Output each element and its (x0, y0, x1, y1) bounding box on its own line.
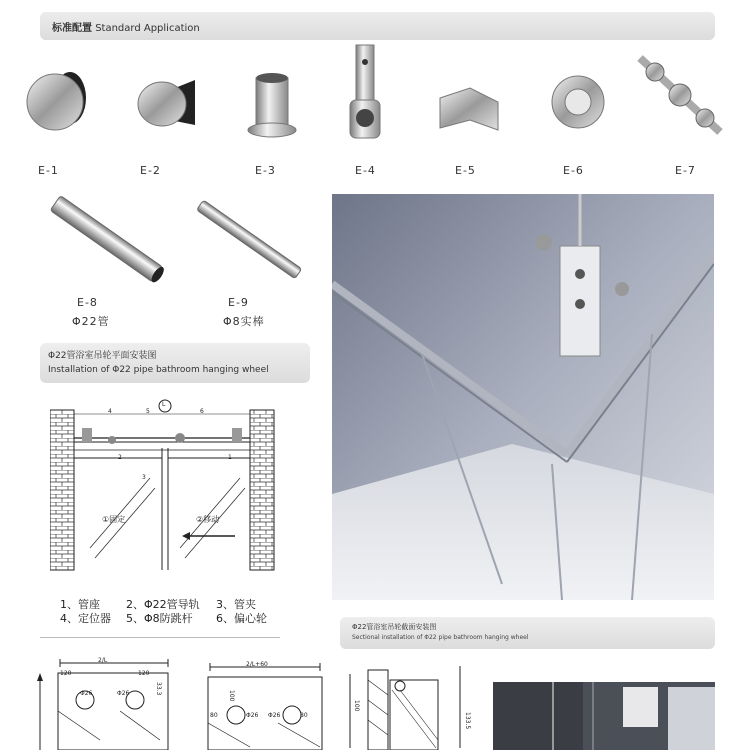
part-code: E-4 (355, 164, 376, 177)
section-title-cn: Φ22管浴室吊轮截面安装图 (352, 623, 437, 631)
dim-left-d1: Φ26 (80, 690, 93, 697)
dim-mid-s1: 80 (210, 712, 218, 719)
dim-right-h1: 100 (353, 700, 360, 712)
plan-title-cn: Φ22管浴室吊轮平面安装图 (48, 351, 157, 361)
dim-mid-s2: 80 (300, 712, 308, 719)
part-e1-image (27, 72, 86, 130)
dim-left-h: 33.3 (155, 682, 162, 696)
callout-1: 1 (228, 454, 232, 461)
pipe-desc: Φ8实棒 (223, 315, 265, 328)
divider (40, 637, 280, 638)
moving-label: ②移动 (196, 515, 220, 524)
dim-drawing-right (340, 660, 480, 750)
legend-item: 1、管座 (60, 598, 100, 611)
part-code: E-6 (563, 164, 584, 177)
dim-left-top: 2/L (98, 657, 108, 664)
parts-row (0, 40, 750, 170)
part-code: E-3 (255, 164, 276, 177)
dim-mid-d2: Φ26 (268, 712, 281, 719)
callout-3: 3 (142, 474, 146, 481)
bathroom-photo (493, 682, 715, 750)
plan-drawing (50, 398, 275, 573)
legend-item: 6、偏心轮 (216, 612, 267, 625)
callout-2: 2 (118, 454, 122, 461)
dim-drawing-left (30, 655, 180, 750)
pipes-image (40, 195, 310, 290)
pipe-desc: Φ22管 (72, 315, 110, 328)
dim-left-b: 120 (138, 670, 150, 677)
part-code: E-1 (38, 164, 59, 177)
pipe-code: E-9 (228, 296, 249, 309)
dim-left-a: 120 (60, 670, 72, 677)
plan-circle-label: L (162, 401, 166, 408)
part-e6-image (552, 76, 604, 128)
dim-mid-h: 100 (228, 690, 235, 702)
callout-5: 5 (146, 408, 150, 415)
pipe-code: E-8 (77, 296, 98, 309)
plan-title-band (40, 343, 310, 383)
part-e3-image (248, 73, 296, 137)
section-title-en: Sectional installation of Φ22 pipe bathroom hanging wheel (352, 634, 529, 641)
shower-photo (332, 194, 714, 600)
part-e4-image (350, 45, 380, 138)
legend-item: 4、定位器 (60, 612, 111, 625)
dim-drawing-mid (200, 655, 330, 750)
callout-4: 4 (108, 408, 112, 415)
part-code: E-2 (140, 164, 161, 177)
part-e2-image (138, 80, 195, 126)
legend-item: 2、Φ22管导轨 (126, 598, 200, 611)
fixed-label: ①固定 (102, 515, 126, 524)
legend-item: 5、Φ8防跳杆 (126, 612, 193, 625)
part-code: E-7 (675, 164, 696, 177)
legend-item: 3、管夹 (216, 598, 256, 611)
plan-title-en: Installation of Φ22 pipe bathroom hanging wheel (48, 365, 269, 375)
part-e7-image (640, 58, 720, 132)
part-e5-image (440, 88, 498, 130)
callout-6: 6 (200, 408, 204, 415)
dim-right-h2: 133.5 (464, 712, 471, 730)
header-title: 标准配置 Standard Application (52, 23, 200, 34)
dim-left-d2: Φ26 (117, 690, 130, 697)
dim-mid-d1: Φ26 (246, 712, 259, 719)
dim-mid-top: 2/L+60 (246, 661, 268, 668)
header-band (40, 12, 715, 40)
part-code: E-5 (455, 164, 476, 177)
